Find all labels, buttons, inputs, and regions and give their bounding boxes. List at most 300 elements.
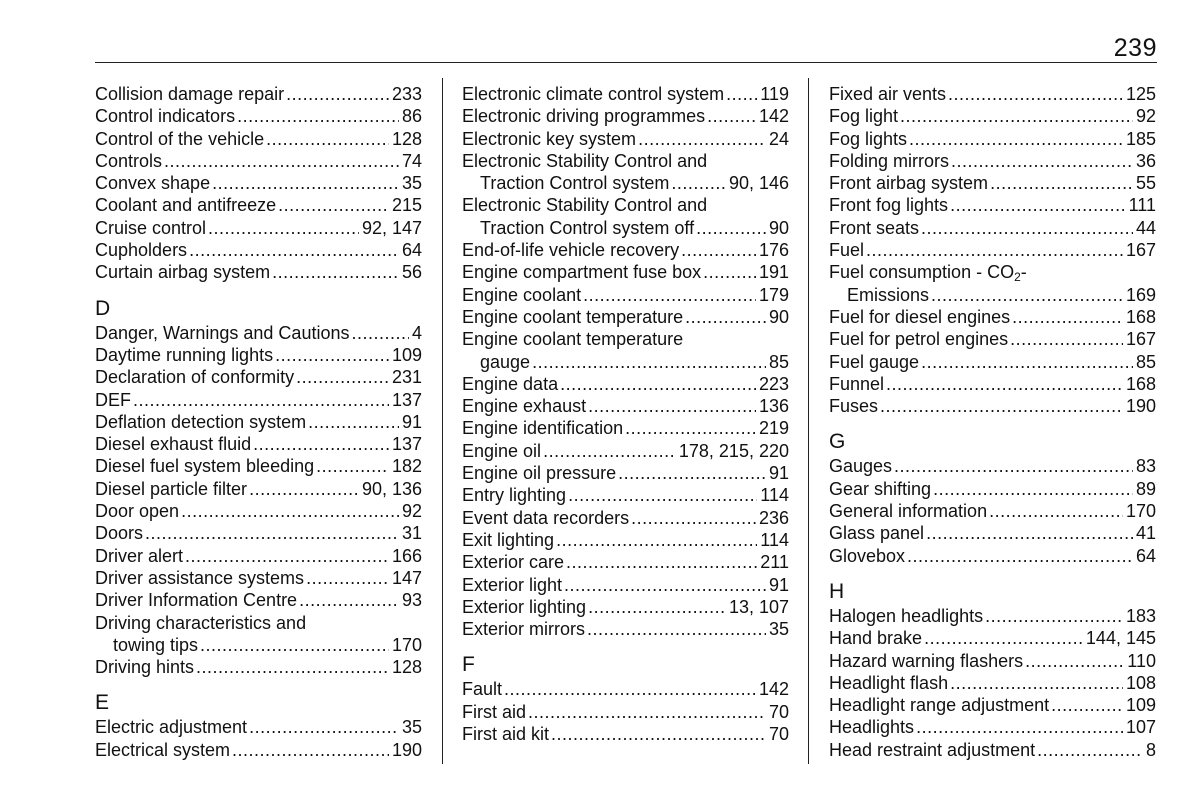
entry-label: Electronic Stability Control and	[462, 195, 708, 216]
dot-leader	[266, 128, 389, 150]
entry-label: Exit lighting	[462, 529, 555, 550]
dot-leader	[880, 395, 1123, 417]
entry-label: Control of the vehicle	[95, 128, 265, 149]
entry-label: Declaration of conformity	[95, 367, 295, 388]
page-reference: 128	[391, 657, 422, 678]
dot-leader	[564, 574, 766, 596]
dot-leader	[181, 500, 399, 522]
dot-leader	[543, 440, 676, 462]
index-entry	[462, 462, 789, 484]
entry-label: Collision damage repair	[95, 84, 285, 104]
index-entry	[462, 484, 789, 506]
index-entry	[95, 478, 422, 500]
dot-leader	[249, 716, 399, 738]
page-reference: 167	[1125, 329, 1156, 350]
entry-label: Exterior care	[462, 552, 565, 573]
dot-leader	[921, 217, 1133, 239]
dot-leader	[351, 322, 409, 344]
entry-label: Electric adjustment	[95, 717, 248, 738]
index-entry	[95, 194, 422, 216]
page-reference: 91	[768, 574, 789, 595]
entry-label: Driver assistance systems	[95, 567, 305, 588]
index-entry	[462, 440, 789, 462]
entry-label: Driving characteristics and	[95, 612, 307, 633]
page-reference: 55	[1135, 173, 1156, 194]
page-reference: 107	[1125, 717, 1156, 738]
index-entry	[95, 217, 422, 239]
page-reference: 110	[1127, 650, 1156, 671]
entry-label: Electrical system	[95, 739, 231, 760]
dot-leader	[556, 529, 757, 551]
index-entry	[829, 455, 1156, 477]
entry-label: Driver alert	[95, 545, 184, 566]
entry-label: Traction Control system off	[480, 217, 695, 238]
entry-label: Engine oil	[462, 440, 542, 461]
dot-leader	[528, 701, 766, 723]
section-letter: D	[95, 296, 111, 320]
dot-leader	[696, 217, 766, 239]
entry-subscript: 2	[1014, 270, 1021, 285]
entry-label: Fuel	[829, 240, 865, 261]
dot-leader	[296, 366, 389, 388]
page-reference: 178, 215, 220	[678, 440, 789, 461]
section-letter: H	[829, 579, 845, 603]
dot-leader	[1037, 739, 1143, 761]
page-reference: 56	[401, 262, 422, 283]
page-reference: 137	[391, 434, 422, 455]
index-entry	[95, 612, 422, 657]
index-entry	[829, 328, 1156, 350]
entry-label: DEF	[95, 389, 131, 410]
page-reference: 31	[401, 523, 422, 544]
entry-label: Fuel for diesel engines	[829, 306, 1011, 327]
index-entry	[462, 395, 789, 417]
dot-leader	[200, 634, 389, 656]
dot-leader	[638, 128, 766, 150]
page-reference: 70	[768, 724, 789, 745]
entry-label-suffix: -	[1020, 262, 1027, 283]
page-reference: 170	[391, 634, 422, 655]
dot-leader	[253, 433, 389, 455]
page-reference: 183	[1125, 605, 1156, 626]
dot-leader	[208, 217, 359, 239]
entry-label: Diesel exhaust fluid	[95, 434, 252, 455]
index-entry	[829, 194, 1156, 216]
page-reference: 166	[391, 545, 422, 566]
page-reference: 125	[1125, 84, 1156, 104]
index-entry	[462, 306, 789, 328]
page-reference: 144, 145	[1085, 628, 1156, 649]
dot-leader	[532, 351, 766, 373]
entry-label: Curtain airbag system	[95, 262, 271, 283]
index-entry	[829, 522, 1156, 544]
page-reference: 114	[760, 485, 789, 506]
page-reference: 74	[401, 150, 422, 171]
dot-leader	[1010, 328, 1123, 350]
entry-label: Driver Information Centre	[95, 590, 298, 611]
index-entry	[95, 261, 422, 283]
entry-label: Hand brake	[829, 628, 923, 649]
index-entry	[462, 529, 789, 551]
dot-leader	[707, 105, 756, 127]
index-entry	[95, 83, 422, 105]
page-reference: 85	[768, 351, 789, 372]
page-reference: 136	[758, 396, 789, 417]
page-reference: 233	[391, 84, 422, 104]
entry-label: Exterior lighting	[462, 596, 587, 617]
entry-label: Entry lighting	[462, 485, 567, 506]
entry-label: Driving hints	[95, 657, 195, 678]
page-reference: 8	[1145, 739, 1156, 760]
entry-label: Engine coolant temperature	[462, 306, 684, 327]
entry-label: Glovebox	[829, 545, 906, 566]
entry-label: Cupholders	[95, 240, 188, 261]
entry-label: Engine coolant	[462, 284, 582, 305]
page-reference: 168	[1125, 306, 1156, 327]
page-reference: 169	[1125, 284, 1156, 305]
page-reference: 219	[758, 418, 789, 439]
dot-leader	[950, 194, 1126, 216]
header-rule	[95, 62, 1157, 63]
entry-label: Door open	[95, 501, 180, 522]
index-entry	[462, 373, 789, 395]
dot-leader	[685, 306, 766, 328]
entry-label: Event data recorders	[462, 507, 630, 528]
entry-label: First aid kit	[462, 724, 550, 745]
index-entry	[95, 739, 422, 761]
index-entry	[462, 128, 789, 150]
index-entry	[462, 574, 789, 596]
index-entry	[829, 605, 1156, 627]
page-reference: 176	[758, 240, 789, 261]
page-reference: 35	[401, 173, 422, 194]
entry-label: Halogen headlights	[829, 605, 984, 626]
dot-leader	[931, 284, 1123, 306]
page-reference: 182	[391, 456, 422, 477]
dot-leader	[568, 484, 757, 506]
dot-leader	[212, 172, 399, 194]
index-entry	[95, 239, 422, 261]
dot-leader	[272, 261, 399, 283]
dot-leader	[588, 596, 726, 618]
dot-leader	[232, 739, 389, 761]
entry-label: Engine compartment fuse box	[462, 262, 702, 283]
index-entry	[462, 551, 789, 573]
dot-leader	[926, 522, 1133, 544]
index-entry	[95, 411, 422, 433]
section-letter: G	[829, 430, 846, 454]
page-reference: 64	[1135, 545, 1156, 566]
entry-label: Funnel	[829, 373, 885, 394]
index-entry	[95, 322, 422, 344]
entry-label: Electronic climate control system	[462, 84, 725, 104]
page-reference: 91	[768, 463, 789, 484]
dot-leader	[681, 239, 756, 261]
entry-label: Diesel fuel system bleeding	[95, 456, 315, 477]
dot-leader	[145, 522, 399, 544]
entry-label: Fault	[462, 679, 503, 700]
page-reference: 35	[768, 619, 789, 640]
index-entry	[95, 105, 422, 127]
entry-label: Traction Control system	[480, 173, 670, 194]
index-column-2	[462, 83, 789, 745]
entry-label: Convex shape	[95, 173, 211, 194]
entry-label: Fuses	[829, 396, 879, 417]
entry-label: Electronic Stability Control and	[462, 150, 708, 171]
index-entry	[829, 172, 1156, 194]
dot-leader	[916, 716, 1123, 738]
entry-label: Engine data	[462, 373, 559, 394]
index-entry	[95, 656, 422, 678]
page-reference: 114	[760, 529, 789, 550]
entry-label: Electronic driving programmes	[462, 106, 706, 127]
entry-label: Coolant and antifreeze	[95, 195, 277, 216]
dot-leader	[164, 150, 399, 172]
entry-label: Fog light	[829, 106, 899, 127]
page-reference: 168	[1125, 373, 1156, 394]
dot-leader	[189, 239, 399, 261]
dot-leader	[237, 105, 399, 127]
page-reference: 86	[401, 106, 422, 127]
entry-label: Danger, Warnings and Cautions	[95, 322, 350, 343]
index-entry	[462, 596, 789, 618]
page-reference: 179	[758, 284, 789, 305]
page-reference: 4	[411, 322, 422, 343]
dot-leader	[631, 507, 756, 529]
dot-leader	[308, 411, 399, 433]
index-entry	[829, 672, 1156, 694]
index-entry	[829, 500, 1156, 522]
entry-label: Gear shifting	[829, 478, 932, 499]
index-entry	[95, 172, 422, 194]
index-entry	[829, 128, 1156, 150]
page-reference: 92	[401, 501, 422, 522]
index-entry	[95, 150, 422, 172]
index-entry	[829, 150, 1156, 172]
index-entry	[829, 545, 1156, 567]
page-reference: 191	[758, 262, 789, 283]
index-entry	[462, 284, 789, 306]
dot-leader	[703, 261, 756, 283]
page-reference: 90, 136	[361, 478, 422, 499]
page-reference: 108	[1125, 672, 1156, 693]
index-entry	[462, 150, 789, 195]
page-reference: 64	[401, 240, 422, 261]
entry-label: Headlights	[829, 717, 915, 738]
index-entry	[829, 351, 1156, 373]
page-reference: 231	[391, 367, 422, 388]
page-reference: 215	[391, 195, 422, 216]
entry-label: Engine exhaust	[462, 396, 587, 417]
entry-label: Doors	[95, 523, 144, 544]
dot-leader	[587, 618, 766, 640]
section-letter: F	[462, 653, 475, 677]
dot-leader	[566, 551, 757, 573]
entry-label: Front airbag system	[829, 173, 989, 194]
page-reference: 142	[758, 106, 789, 127]
dot-leader	[866, 239, 1123, 261]
dot-leader	[907, 545, 1133, 567]
dot-leader	[1051, 694, 1123, 716]
page-reference: 70	[768, 701, 789, 722]
page-reference: 89	[1135, 478, 1156, 499]
index-entry	[462, 678, 789, 700]
index-entry	[462, 701, 789, 723]
index-column-1	[95, 83, 422, 761]
dot-leader	[625, 417, 756, 439]
dot-leader	[990, 172, 1133, 194]
page-reference: 119	[760, 84, 789, 104]
page-reference: 83	[1135, 456, 1156, 477]
dot-leader	[316, 455, 389, 477]
index-entry	[829, 306, 1156, 328]
dot-leader	[249, 478, 359, 500]
index-entry	[95, 567, 422, 589]
index-column-3	[829, 83, 1156, 761]
dot-leader	[726, 83, 757, 105]
index-entry	[95, 589, 422, 611]
page-reference: 190	[1125, 396, 1156, 417]
entry-label: Cruise control	[95, 217, 207, 238]
index-entry	[462, 83, 789, 105]
index-entry	[462, 723, 789, 745]
dot-leader	[278, 194, 389, 216]
page-reference: 167	[1125, 240, 1156, 261]
page-reference: 190	[391, 739, 422, 760]
index-entry	[95, 522, 422, 544]
dot-leader	[618, 462, 766, 484]
page-reference: 92, 147	[361, 217, 422, 238]
dot-leader	[306, 567, 389, 589]
section-letter: E	[95, 691, 110, 715]
dot-leader	[299, 589, 399, 611]
page-reference: 13, 107	[728, 596, 789, 617]
dot-leader	[185, 545, 389, 567]
entry-label: Hazard warning flashers	[829, 650, 1024, 671]
page-reference: 142	[758, 679, 789, 700]
page-reference: 90	[768, 306, 789, 327]
index-entry	[829, 627, 1156, 649]
entry-label: Front fog lights	[829, 195, 949, 216]
entry-label: Engine identification	[462, 418, 624, 439]
index-entry	[95, 500, 422, 522]
entry-label: Engine coolant temperature	[462, 329, 684, 350]
index-entry	[462, 261, 789, 283]
entry-label: Glass panel	[829, 523, 925, 544]
index-entry	[462, 194, 789, 239]
entry-label: Fuel gauge	[829, 351, 920, 372]
dot-leader	[933, 478, 1133, 500]
index-entry	[829, 261, 1156, 306]
entry-label: Controls	[95, 150, 163, 171]
index-entry	[829, 739, 1156, 761]
entry-label: Front seats	[829, 217, 920, 238]
dot-leader	[1025, 650, 1124, 672]
dot-leader	[504, 678, 756, 700]
dot-leader	[275, 344, 389, 366]
page-reference: 92	[1135, 106, 1156, 127]
page-reference: 236	[758, 507, 789, 528]
index-entry	[95, 716, 422, 738]
entry-label: gauge	[480, 351, 531, 372]
page-reference: 93	[401, 590, 422, 611]
page-reference: 44	[1135, 217, 1156, 238]
entry-label: Head restraint adjustment	[829, 739, 1036, 760]
dot-leader	[924, 627, 1083, 649]
entry-label: Control indicators	[95, 106, 236, 127]
index-entry	[829, 694, 1156, 716]
page-reference: 111	[1128, 195, 1156, 216]
entry-label: Fuel for petrol engines	[829, 329, 1009, 350]
index-entry	[829, 239, 1156, 261]
entry-label: Headlight range adjustment	[829, 695, 1050, 716]
entry-label: Emissions	[847, 284, 930, 305]
entry-label: Deflation detection system	[95, 411, 307, 432]
dot-leader	[900, 105, 1133, 127]
index-entry	[829, 650, 1156, 672]
index-entry	[462, 618, 789, 640]
entry-label: Exterior light	[462, 574, 563, 595]
index-entry	[95, 545, 422, 567]
index-entry	[95, 455, 422, 477]
dot-leader	[583, 284, 756, 306]
index-entry	[829, 373, 1156, 395]
entry-label: Fuel consumption - CO	[829, 262, 1015, 283]
page-reference: 41	[1135, 523, 1156, 544]
dot-leader	[921, 351, 1133, 373]
index-entry	[462, 239, 789, 261]
index-entry	[829, 395, 1156, 417]
entry-label: Exterior mirrors	[462, 619, 586, 640]
entry-label: towing tips	[113, 634, 199, 655]
dot-leader	[551, 723, 766, 745]
column-divider-1	[442, 78, 443, 764]
index-entry	[829, 217, 1156, 239]
dot-leader	[948, 83, 1123, 105]
entry-label: Daytime running lights	[95, 344, 274, 365]
index-entry	[95, 433, 422, 455]
dot-leader	[1012, 306, 1123, 328]
dot-leader	[588, 395, 756, 417]
index-entry	[462, 328, 789, 373]
entry-label: End-of-life vehicle recovery	[462, 240, 680, 261]
entry-label: Fixed air vents	[829, 84, 947, 104]
page-reference: 211	[760, 552, 789, 573]
dot-leader	[133, 389, 389, 411]
index-entry	[829, 83, 1156, 105]
index-entry	[829, 105, 1156, 127]
entry-label: Fog lights	[829, 128, 908, 149]
page-reference: 147	[391, 567, 422, 588]
index-entry	[95, 344, 422, 366]
index-entry	[829, 716, 1156, 738]
entry-label: Diesel particle filter	[95, 478, 248, 499]
page-reference: 109	[391, 344, 422, 365]
index-entry	[829, 478, 1156, 500]
index-entry	[462, 105, 789, 127]
entry-label: Headlight flash	[829, 672, 949, 693]
page-reference: 35	[401, 717, 422, 738]
dot-leader	[950, 672, 1123, 694]
page-reference: 24	[768, 128, 789, 149]
dot-leader	[286, 83, 389, 105]
page-reference: 170	[1125, 501, 1156, 522]
dot-leader	[989, 500, 1123, 522]
entry-label: First aid	[462, 701, 527, 722]
index-entry	[95, 128, 422, 150]
index-entry	[462, 507, 789, 529]
entry-label: General information	[829, 501, 988, 522]
